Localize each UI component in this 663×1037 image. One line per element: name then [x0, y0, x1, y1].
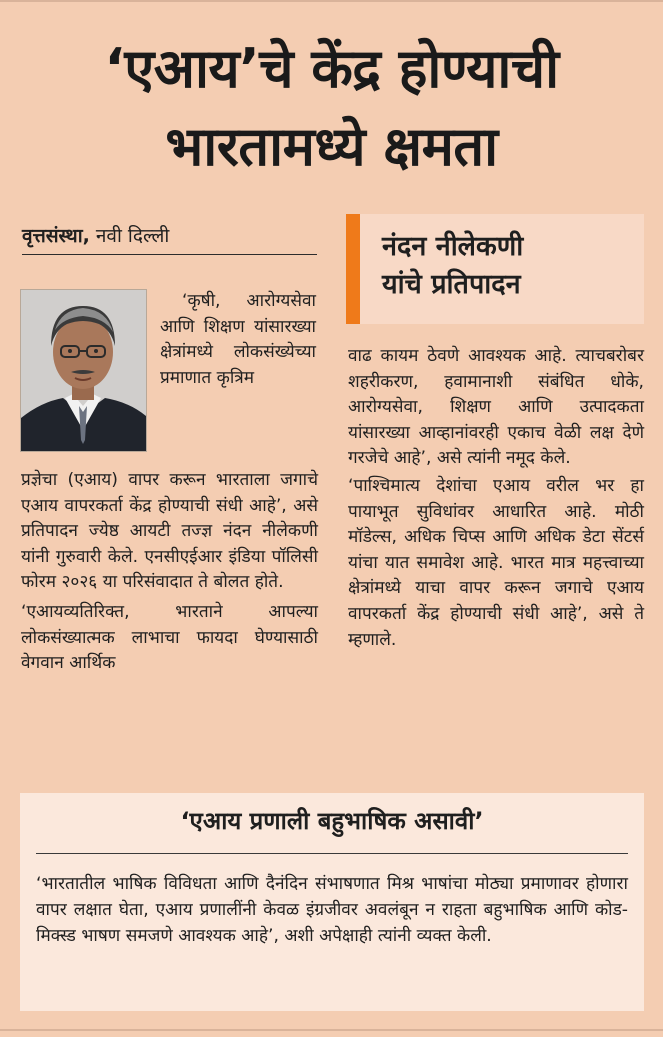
article-intro-text: ‘कृषी, आरोग्यसेवा आणि शिक्षण यांसारख्या क्षेत्रांमध्ये लोकसंख्येच्या प्रमाणात कृत्रिम: [160, 291, 316, 388]
article-left-paragraph-1: प्रज्ञेचा (एआय) वापर करून भारताला जगाचे एआय वापरकर्ता केंद्र होण्याची संधी आहे’, असे प्रतिपादन ज्येष्ठ आयटी तज्ज्ञ नंदन नीलेकणी यांनी गुरुवारी केले. एनसीएईआर इंडिया पॉलिसी फोरम २०२६ या परिसंवादात ते बोलत होते.: [21, 470, 318, 593]
portrait-illustration: [21, 290, 146, 451]
byline-location: नवी दिल्ली: [89, 225, 170, 247]
portrait-photo: [20, 289, 147, 452]
sidebar-box-text-block: [36, 871, 628, 949]
bottom-border: [0, 1029, 663, 1031]
article-left-paragraph-2: ‘एआयव्यतिरिक्त, भारताने आपल्या लोकसंख्यात्मक लाभाचा फायदा घेण्यासाठी वेगवान आर्थिक: [21, 601, 318, 674]
byline-agency: वृत्तसंस्था,: [22, 225, 90, 247]
subhead-line-1: नंदन नीलेकणी: [382, 231, 524, 262]
subhead-line-2: यांचे प्रतिपादन: [382, 269, 521, 300]
sidebar-box-title: ‘एआय प्रणाली बहुभाषिक असावी’: [180, 807, 484, 835]
subhead-box: [346, 214, 644, 324]
sidebar-box-text: ‘भारतातील भाषिक विविधता आणि दैनंदिन संभाषणात मिश्र भाषांचा मोठ्या प्रमाणावर होणारा वापर लक्षात घेता, एआय प्रणालींनी केवळ इंग्रजीवर अवलंबून न राहता बहुभाषिक आणि कोड-मिक्स्ड भाषण समजणे आवश्यक आहे’, अशी अपेक्षाही त्यांनी व्यक्त केली.: [36, 874, 628, 946]
headline-line-2: भारतामध्ये क्षमता: [165, 115, 498, 178]
headline: [20, 30, 643, 186]
byline: [22, 224, 317, 255]
article-left-column: [21, 468, 318, 677]
top-border: [0, 0, 663, 2]
article-right-paragraph-1: वाढ कायम ठेवणे आवश्यक आहे. त्याचबरोबर शहरीकरण, हवामानाशी संबंधित धोके, आरोग्यसेवा, शिक्षण आणि उत्पादकता यांसारख्या आव्हानांवरही एकाच वेळी लक्ष देणे गरजेचे आहे’, असे त्यांनी नमूद केले.: [348, 346, 644, 469]
article-right-column: [348, 344, 644, 653]
article-intro-column: [160, 289, 316, 391]
headline-line-1: ‘एआय’चे केंद्र होण्याची: [104, 37, 559, 100]
sidebar-box: [20, 793, 644, 1011]
sidebar-box-divider: [36, 853, 628, 854]
article-right-paragraph-2: ‘पाश्चिमात्य देशांचा एआय वरील भर हा पायाभूत सुविधांवर आधारित आहे. मोठी मॉडेल्स, अधिक चिप्स आणि अधिक डेटा सेंटर्स यांचा यात समावेश आहे. भारत मात्र महत्त्वाच्या क्षेत्रांमध्ये याचा वापर करून जगाचे एआय वापरकर्ता केंद्र होण्याची संधी आहे’, असे ते म्हणाले.: [348, 475, 644, 650]
